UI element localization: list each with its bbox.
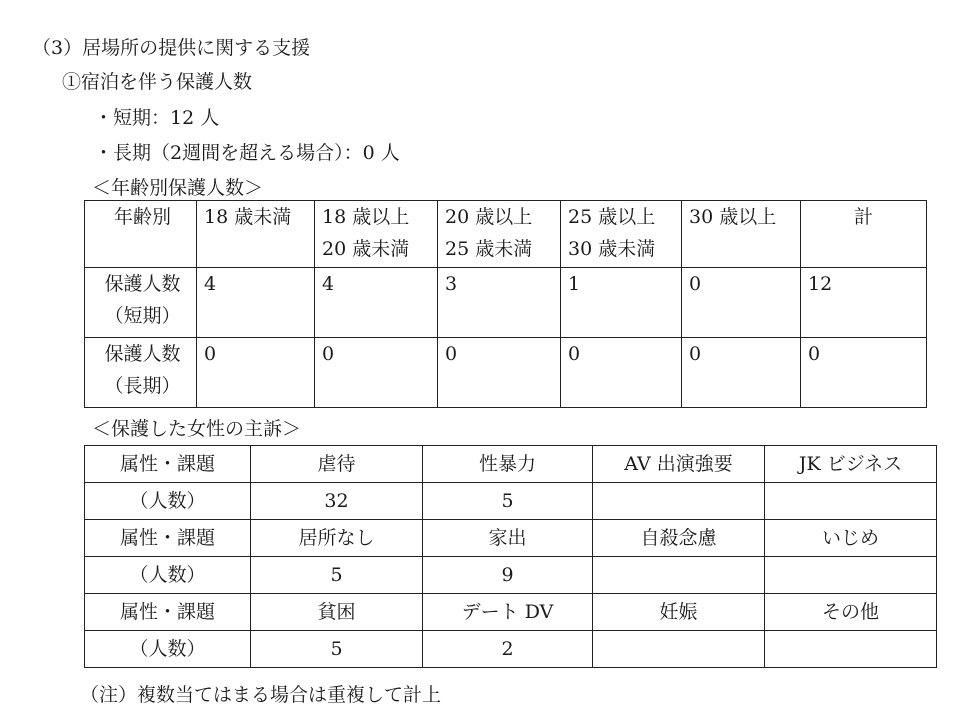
age-value-cell: 0 <box>438 338 561 408</box>
age-header-cell <box>197 201 315 268</box>
age-header-cell <box>85 201 197 268</box>
age-header-text: 年齢別 <box>113 206 171 228</box>
age-header-cell <box>682 201 801 268</box>
age-value-cell: 0 <box>682 268 801 338</box>
complaint-count-label: （人数） <box>85 483 251 520</box>
complaint-count-cell <box>765 483 937 520</box>
age-header-text: 20 歳以上 <box>445 206 533 228</box>
complaint-count-cell <box>593 631 765 668</box>
complaint-category-cell: 貧困 <box>251 594 423 631</box>
complaint-count-cell: 2 <box>423 631 593 668</box>
age-table-row <box>85 338 927 408</box>
age-header-cell <box>561 201 682 268</box>
complaint-count-cell: 5 <box>423 483 593 520</box>
age-value-cell: 1 <box>561 268 682 338</box>
complaint-category-row <box>85 520 937 557</box>
complaint-count-cell <box>765 631 937 668</box>
age-row-label-text: （短期） <box>104 305 181 327</box>
age-row-label <box>85 338 197 408</box>
complaint-count-cell <box>765 557 937 594</box>
complaint-count-row <box>85 557 937 594</box>
section-title: （3）居場所の提供に関する支援 <box>32 37 311 59</box>
complaint-category-cell: 家出 <box>423 520 593 557</box>
age-header-text: 30 歳未満 <box>568 238 656 260</box>
complaint-count-cell: 9 <box>423 557 593 594</box>
age-header-cell <box>801 201 927 268</box>
complaint-count-cell: 5 <box>251 557 423 594</box>
age-total-cell: 12 <box>801 268 927 338</box>
age-value-cell: 4 <box>197 268 315 338</box>
complaint-category-cell: 自殺念慮 <box>593 520 765 557</box>
age-value-cell: 4 <box>315 268 438 338</box>
long-term-count-item: ・長期（2週間を超える場合）：0 人 <box>94 142 400 164</box>
complaint-count-row <box>85 631 937 668</box>
complaint-category-cell: 妊娠 <box>593 594 765 631</box>
complaint-row-label: 属性・課題 <box>85 520 251 557</box>
complaint-category-cell: 居所なし <box>251 520 423 557</box>
complaint-category-cell: AV 出演強要 <box>593 446 765 483</box>
complaint-category-cell: デート DV <box>423 594 593 631</box>
age-table-caption: ＜年齢別保護人数＞ <box>92 177 264 199</box>
age-table <box>84 200 927 408</box>
complaint-count-row <box>85 483 937 520</box>
complaint-row-label: 属性・課題 <box>85 446 251 483</box>
complaint-category-cell: 虐待 <box>251 446 423 483</box>
age-value-cell: 0 <box>682 338 801 408</box>
age-table-header-row <box>85 201 927 268</box>
complaint-category-cell: 性暴力 <box>423 446 593 483</box>
age-row-label-text: （長期） <box>104 375 181 397</box>
short-term-count-item: ・短期：12 人 <box>94 107 220 129</box>
complaints-caption: ＜保護した女性の主訴＞ <box>92 418 302 440</box>
age-header-text: 計 <box>853 206 873 228</box>
age-header-text: 25 歳以上 <box>568 206 656 228</box>
age-header-text: 18 歳以上 <box>322 206 410 228</box>
footnote: （注）複数当てはまる場合は重複して計上 <box>80 684 442 706</box>
age-header-cell <box>438 201 561 268</box>
age-header-cell <box>315 201 438 268</box>
complaint-table <box>84 445 937 668</box>
complaint-count-cell <box>593 483 765 520</box>
age-header-text: 30 歳以上 <box>689 206 777 228</box>
age-value-cell: 0 <box>561 338 682 408</box>
complaint-count-cell <box>593 557 765 594</box>
age-value-cell: 3 <box>438 268 561 338</box>
complaint-count-cell: 5 <box>251 631 423 668</box>
complaint-row-label: 属性・課題 <box>85 594 251 631</box>
age-value-cell: 0 <box>197 338 315 408</box>
complaint-count-cell: 32 <box>251 483 423 520</box>
age-table-row <box>85 268 927 338</box>
age-header-text: 25 歳未満 <box>445 238 533 260</box>
age-total-cell: 0 <box>801 338 927 408</box>
complaint-count-label: （人数） <box>85 557 251 594</box>
age-row-label <box>85 268 197 338</box>
age-value-cell: 0 <box>315 338 438 408</box>
age-header-text: 18 歳未満 <box>204 206 292 228</box>
complaint-category-cell: JK ビジネス <box>765 446 937 483</box>
complaint-category-row <box>85 594 937 631</box>
age-header-text: 20 歳未満 <box>322 238 410 260</box>
complaint-category-cell: いじめ <box>765 520 937 557</box>
age-row-label-text: 保護人数 <box>104 273 181 295</box>
age-row-label-text: 保護人数 <box>104 343 181 365</box>
subsection-title: ①宿泊を伴う保護人数 <box>62 71 253 93</box>
complaint-count-label: （人数） <box>85 631 251 668</box>
complaint-category-cell: その他 <box>765 594 937 631</box>
complaint-category-row <box>85 446 937 483</box>
